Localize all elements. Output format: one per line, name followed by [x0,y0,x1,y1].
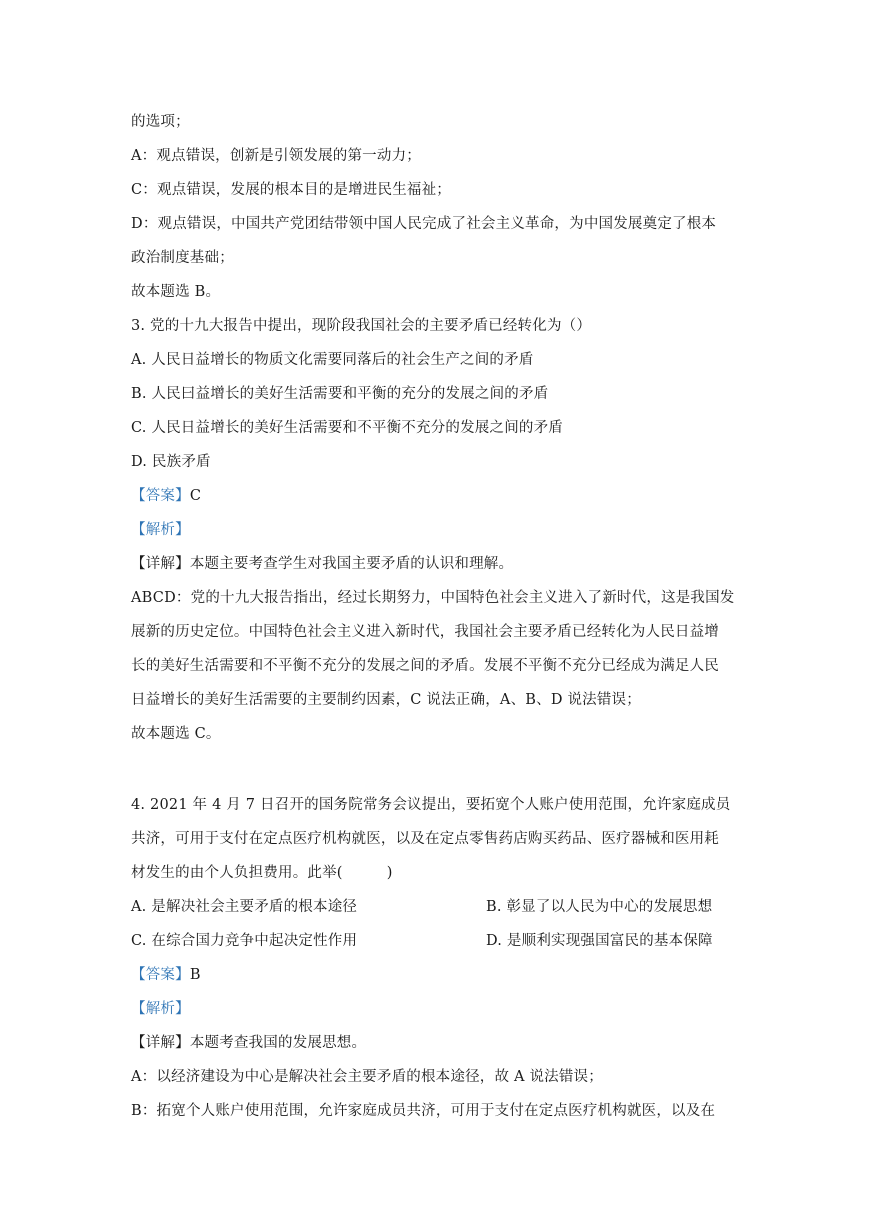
detail-tag: 【详解】 [131,556,190,572]
detail-3 [131,554,513,574]
question-3-option-c: C. 人民日益增长的美好生活需要和不平衡不充分的发展之间的矛盾 [131,420,563,436]
detail-text: 本题主要考查学生对我国主要矛盾的认识和理解。 [189,556,514,572]
answer-4 [131,965,201,985]
question-3-option-d: D. 民族矛盾 [131,454,211,470]
answer-3 [131,486,201,506]
text-line: C：观点错误，发展的根本目的是增进民生福祉； [131,182,451,198]
question-3-stem: 3. 党的十九大报告中提出，现阶段我国社会的主要矛盾已经转化为（） [131,318,592,334]
text-line: 展新的历史定位。中国特色社会主义进入新时代，我国社会主要矛盾已经转化为人民日益增 [131,624,719,640]
text-line: D：观点错误，中国共产党团结带领中国人民完成了社会主义革命，为中国发展奠定了根本 [131,216,717,232]
question-4-option-b: B. 彰显了以人民为中心的发展思想 [486,899,713,915]
detail-4 [131,1033,366,1053]
question-4-stem-line1: 4. 2021 年 4 月 7 日召开的国务院常务会议提出，要拓宽个人账户使用范围，允许家庭成员 [131,797,731,813]
text-line: A：观点错误，创新是引领发展的第一动力； [131,148,421,164]
answer-value: B [189,967,201,983]
answer-value: C [189,488,202,504]
detail-tag: 【详解】 [131,1035,190,1051]
answer-tag: 【答案】 [131,967,190,983]
analysis-3 [131,520,190,540]
question-3-option-b: B. 人民曰益增长的美好生活需要和平衡的充分的发展之间的矛盾 [131,386,549,402]
analysis-4 [131,999,190,1019]
question-4-stem-line2: 共济，可用于支付在定点医疗机构就医，以及在定点零售药店购买药品、医疗器械和医用耗 [131,831,719,847]
text-line: 政治制度基础； [131,250,234,266]
text-line: 的选项； [131,114,190,130]
text-line: 故本题选 C。 [131,726,221,742]
question-3-option-a: A. 人民日益增长的物质文化需要同落后的社会生产之间的矛盾 [131,352,534,368]
text-line: 长的美好生活需要和不平衡不充分的发展之间的矛盾。发展不平衡不充分已经成为满足人民 [131,658,719,674]
question-4-option-c: C. 在综合国力竞争中起决定性作用 [131,933,358,949]
text-line: 故本题选 B。 [131,284,221,300]
text-line: B：拓宽个人账户使用范围，允许家庭成员共济，可用于支付在定点医疗机构就医，以及在 [131,1103,716,1119]
analysis-tag: 【解析】 [131,1001,190,1017]
text-line: 日益增长的美好生活需要的主要制约因素，C 说法正确，A、B、D 说法错误； [131,692,641,708]
analysis-tag: 【解析】 [131,522,190,538]
question-4-stem-line3: 材发生的由个人负担费用。此举( ) [131,865,393,881]
question-4-option-a: A. 是解决社会主要矛盾的根本途径 [131,899,358,915]
text-line: A：以经济建设为中心是解决社会主要矛盾的根本途径，故 A 说法错误； [131,1069,603,1085]
answer-tag: 【答案】 [131,488,190,504]
question-4-option-d: D. 是顺利实现强国富民的基本保障 [486,933,713,949]
detail-text: 本题考查我国的发展思想。 [189,1035,367,1051]
text-line: ABCD：党的十九大报告指出，经过长期努力，中国特色社会主义进入了新时代，这是我国发 [131,590,735,606]
